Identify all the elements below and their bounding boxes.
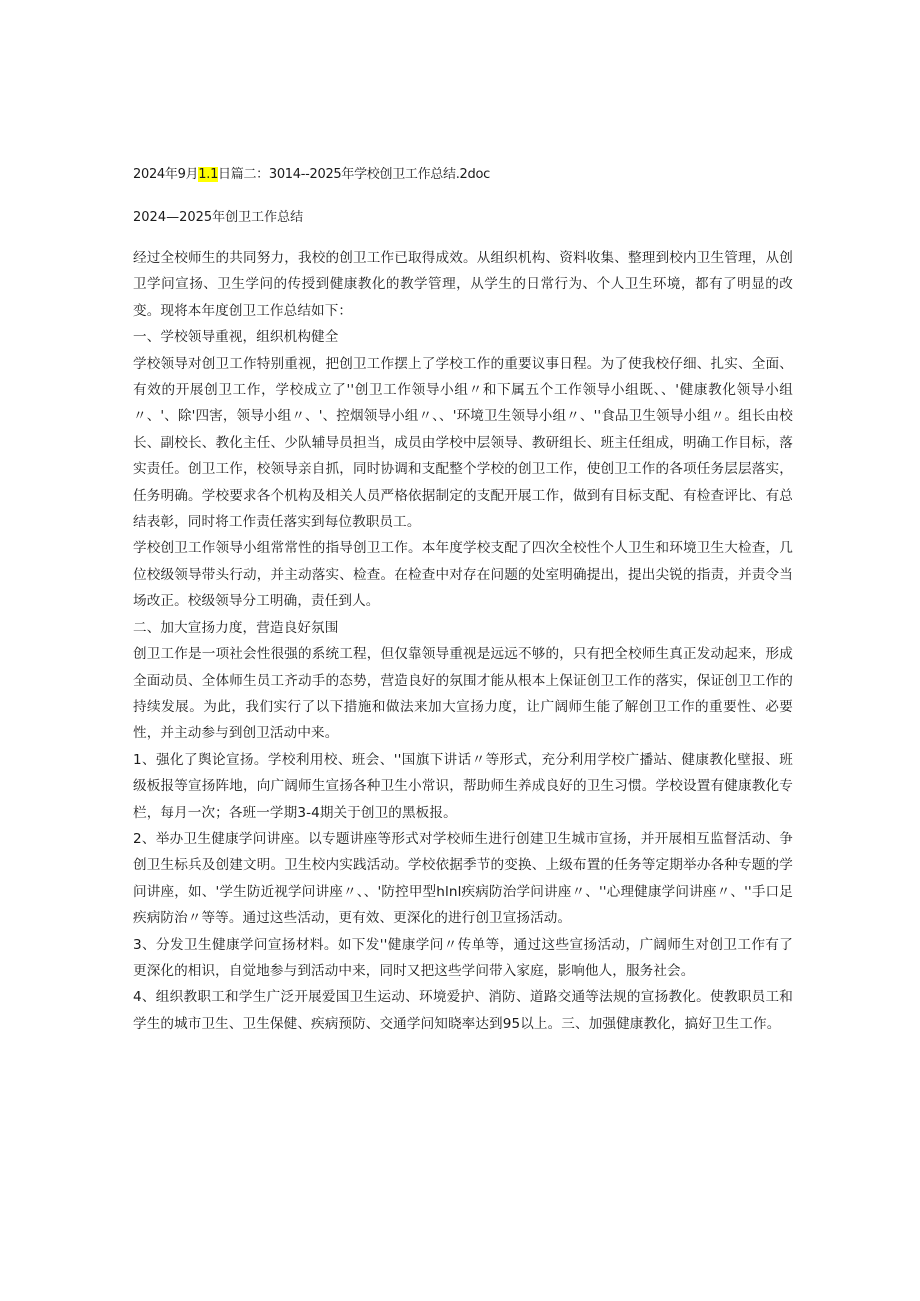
paragraph-intro: 经过全校师生的共同努力，我校的创卫工作已取得成效。从组织机构、资料收集、整理到校内卫生管理，从创卫学问宣扬、卫生学问的传授到健康教化的教学管理，从学生的日常行为、个人卫生环境，都有了明显的改变。现将本年度创卫工作总结如下： xyxy=(133,250,793,319)
paragraph: 创卫工作是一项社会性很强的系统工程，但仅靠领导重视是远远不够的，只有把全校师生真正发动起来，形成全面动员、全体师生员工齐动手的态势，营造良好的氛围才能从根本上保证创卫工作的落实，保证创卫工作的持续发展。为此，我们实行了以下措施和做法来加大宣扬力度，让广阔师生能了解创卫工作的重要性、必要性，并主动参与到创卫活动中来。 xyxy=(133,646,793,742)
section-heading-2: 二、加大宣扬力度，营造良好氛围 xyxy=(133,619,339,636)
list-item: 3、分发卫生健康学问宣扬材料。如下发''健康学问〃传单等，通过这些宣扬活动，广阔师生对创卫工作有了更深化的相识，自觉地参与到活动中来，同时又把这些学问带入家庭，影响他人，服务社会。 xyxy=(133,936,793,979)
document-subtitle: 2024—2025年创卫工作总结 xyxy=(133,210,304,225)
list-item: 4、组织教职工和学生广泛开展爱国卫生运动、环境爱护、消防、道路交通等法规的宣扬教化。使教职员工和学生的城市卫生、卫生保健、疾病预防、交通学问知晓率达到95以上。三、加强健康教化，搞好卫生工作。 xyxy=(133,989,793,1032)
document-header-line xyxy=(133,163,490,182)
section-heading-1: 一、学校领导重视，组织机构健全 xyxy=(133,329,339,346)
list-item: 1、强化了舆论宣扬。学校利用校、班会、''国旗下讲话〃等形式，充分利用学校广播站、健康教化壁报、班级板报等宣扬阵地，向广阔师生宣扬各种卫生小常识，帮助师生养成良好的卫生习惯。学校设置有健康教化专栏，每月一次；各班一学期3-4期关于创卫的黑板报。 xyxy=(133,751,793,821)
paragraph: 学校创卫工作领导小组常常性的指导创卫工作。本年度学校支配了四次全校性个人卫生和环境卫生大检查，几位校级领导带头行动，并主动落实、检查。在检查中对存在问题的处室明确提出，提出尖锐的指责，并责令当场改正。校级领导分工明确，责任到人。 xyxy=(133,540,793,610)
header-title-suffix: 日篇二：3014--2025年学校创卫工作总结.2doc xyxy=(218,167,490,182)
paragraph: 学校领导对创卫工作特别重视，把创卫工作摆上了学校工作的重要议事日程。为了使我校仔细、扎实、全面、有效的开展创卫工作，学校成立了''创卫工作领导小组〃和下属五个工作领导小组既、、'健康教化领导小组〃、'、除'四害，领导小组〃、'、控烟领导小组〃、、'环境卫生领导小组〃、''食品卫生领导小组〃。组长由校长、副校长、教化主任、少队辅导员担当，成员由学校中层领导、教研组长、班主任组成，明确工作目标，落实责任。创卫工作，校领导亲自抓，同时协调和支配整个学校的创卫工作，使创卫工作的各项任务层层落实，任务明确。学校要求各个机构及相关人员严格依据制定的支配开展工作，做到有目标支配、有检查评比、有总结表彰，同时将工作责任落实到每位教职员工。 xyxy=(133,355,793,531)
document-body xyxy=(133,245,793,1037)
header-date-highlight: 1.1 xyxy=(198,167,219,182)
list-item: 2、举办卫生健康学问讲座。以专题讲座等形式对学校师生进行创建卫生城市宣扬，并开展相互监督活动、争创卫生标兵及创建文明。卫生校内实践活动。学校依据季节的变换、上级布置的任务等定期举办各种专题的学问讲座，如、'学生防近视学问讲座〃、、'防控甲型hlnl疾病防治学问讲座〃、''心理健康学问讲座〃、''手口足疾病防治〃等等。通过这些活动，更有效、更深化的进行创卫宣扬活动。 xyxy=(133,830,793,927)
header-date-prefix: 2024年9月 xyxy=(133,167,199,182)
